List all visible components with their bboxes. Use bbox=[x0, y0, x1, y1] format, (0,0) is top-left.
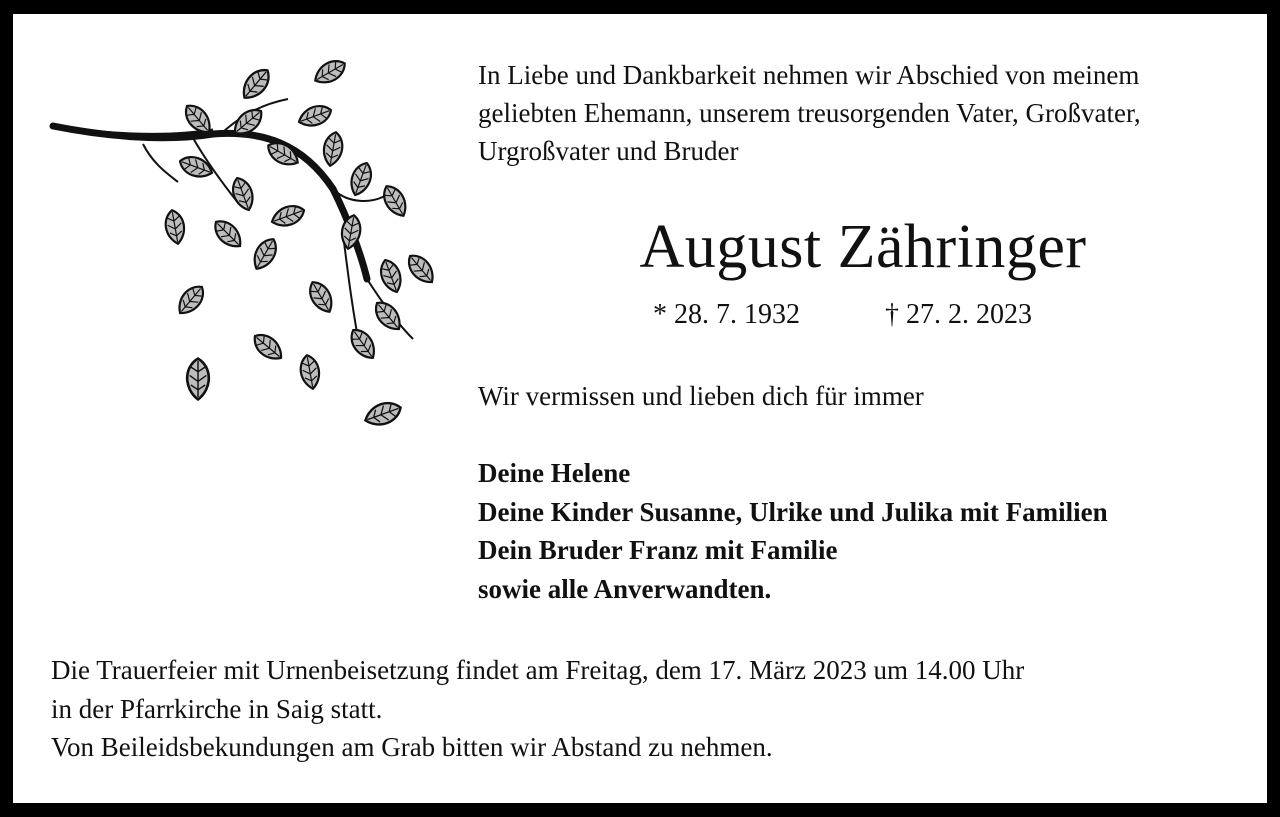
motto-text: Wir vermissen und lieben dich für immer bbox=[478, 381, 924, 411]
intro-line: geliebten Ehemann, unserem treusorgenden Vater, Großvater, bbox=[478, 98, 1141, 128]
death-date: † 27. 2. 2023 bbox=[885, 299, 1032, 330]
ceremony-line: Von Beileidsbekundungen am Grab bitten wir Abstand zu nehmen. bbox=[51, 732, 773, 762]
mourner-line: Dein Bruder Franz mit Familie bbox=[478, 535, 838, 565]
mourner-line: Deine Helene bbox=[478, 458, 631, 488]
ceremony-notice bbox=[51, 651, 1024, 767]
deceased-name: August Zähringer bbox=[639, 213, 1087, 281]
ceremony-line: Die Trauerfeier mit Urnenbeisetzung findet am Freitag, dem 17. März 2023 um 14.00 Uhr bbox=[51, 655, 1025, 685]
branch-with-leaves-icon bbox=[43, 54, 443, 454]
mourner-line: sowie alle Anverwandten. bbox=[478, 573, 772, 604]
obituary-card bbox=[13, 14, 1267, 803]
intro-line: Urgroßvater und Bruder bbox=[478, 136, 739, 166]
mourners-list bbox=[478, 454, 1108, 608]
intro-text bbox=[478, 56, 1141, 170]
birth-date: * 28. 7. 1932 bbox=[653, 299, 800, 330]
mourner-line: Deine Kinder Susanne, Ulrike und Julika mit Familien bbox=[478, 496, 1108, 527]
ceremony-line: in der Pfarrkirche in Saig statt. bbox=[51, 693, 383, 724]
intro-line: In Liebe und Dankbarkeit nehmen wir Abschied von meinem bbox=[478, 60, 1140, 90]
